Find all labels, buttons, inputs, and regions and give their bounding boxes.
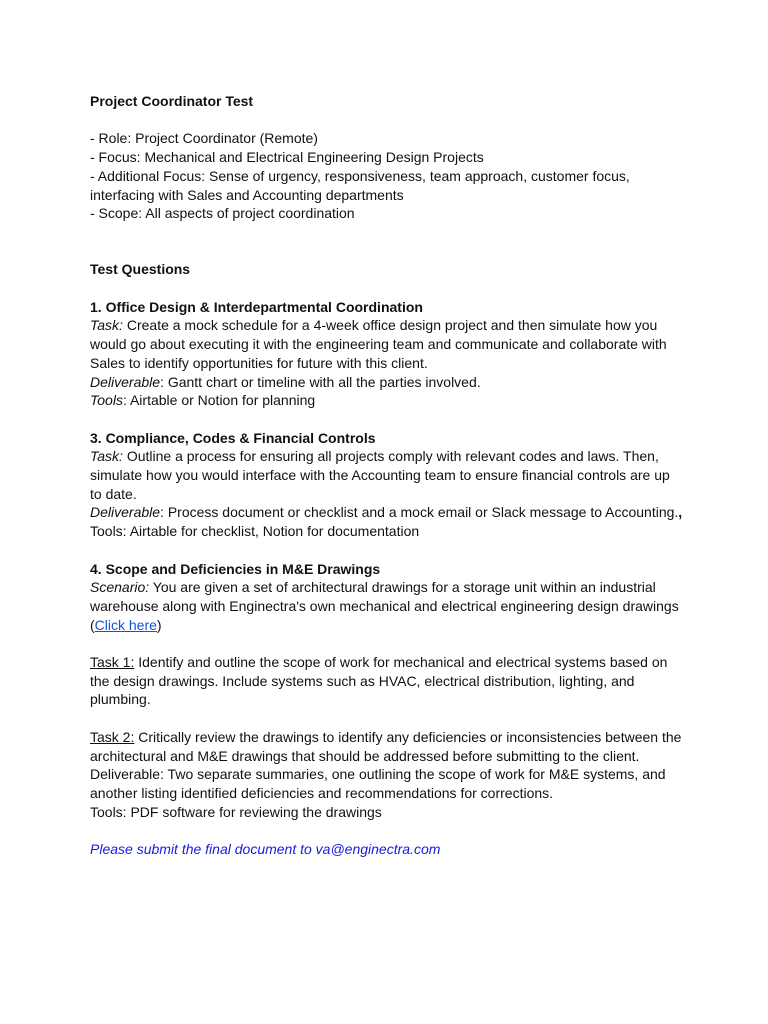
click-here-link[interactable]: Click here: [94, 616, 157, 633]
task-2-line1: [90, 728, 690, 747]
deliverable-text: : Gantt chart or timeline with all the parties involved.: [160, 373, 481, 390]
question-1-task-line2: would go about executing it with the engineering team and communicate and collaborate with: [90, 336, 667, 353]
scenario-label: Scenario:: [90, 579, 150, 596]
link-open-paren: (: [90, 616, 95, 633]
question-1-deliverable: [90, 373, 690, 392]
document-title: Project Coordinator Test: [90, 93, 254, 109]
question-3-deliverable: [90, 503, 690, 522]
intro-additional-focus-line2: interfacing with Sales and Accounting departments: [90, 186, 404, 203]
deliverable-label: Deliverable: [90, 373, 161, 390]
task-2-text: Critically review the drawings to identify any deficiencies or inconsistencies between the: [134, 728, 682, 745]
task-label: Task:: [90, 448, 123, 465]
intro-focus: - Focus: Mechanical and Electrical Engineering Design Projects: [90, 149, 484, 166]
question-3-task-line3: to date.: [90, 485, 137, 502]
task-2-line2: architectural and M&E drawings that should be addressed before submitting to the client.: [90, 747, 640, 764]
question-1-tools: [90, 391, 690, 410]
intro-list: [90, 129, 690, 223]
tools-text: : Airtable or Notion for planning: [122, 392, 316, 409]
task-1-line3: plumbing.: [90, 691, 151, 708]
task-1-line1: [90, 653, 690, 672]
task-2-label: Task 2:: [90, 728, 135, 745]
document-page: [90, 92, 690, 859]
question-1-heading: 1. Office Design & Interdepartmental Coordination: [90, 298, 423, 315]
intro-role: - Role: Project Coordinator (Remote): [90, 130, 318, 147]
submit-note: Please submit the final document to va@enginectra.com: [90, 841, 441, 857]
scenario-text: You are given a set of architectural drawings for a storage unit within an industrial: [149, 579, 656, 596]
question-3-heading: 3. Compliance, Codes & Financial Controls: [90, 429, 376, 446]
intro-scope: - Scope: All aspects of project coordination: [90, 205, 355, 222]
deliverable-end-comma: ,: [678, 504, 683, 521]
question-4-heading: 4. Scope and Deficiencies in M&E Drawings: [90, 560, 381, 577]
question-4-deliverable-line1: Deliverable: Two separate summaries, one outlining the scope of work for M&E systems, and: [90, 766, 666, 783]
question-4-tools: Tools: PDF software for reviewing the drawings: [90, 803, 382, 820]
question-1: [90, 298, 690, 410]
question-3-tools: Tools: Airtable for checklist, Notion for documentation: [90, 523, 420, 540]
question-1-task-line1: [90, 316, 690, 335]
task-1-line2: the design drawings. Include systems such as HVAC, electrical distribution, lighting, and: [90, 672, 635, 689]
link-close-paren: ): [156, 616, 162, 633]
intro-additional-focus-line1: - Additional Focus: Sense of urgency, responsiveness, team approach, customer focus,: [90, 167, 630, 184]
task-label: Task:: [90, 317, 123, 334]
test-questions-heading: Test Questions: [90, 261, 191, 278]
question-4-scenario-line2: warehouse along with Enginectra's own mechanical and electrical engineering design drawings: [90, 597, 679, 614]
task-text: Create a mock schedule for a 4-week office design project and then simulate how you: [122, 317, 658, 334]
question-1-task-line3: Sales to identify opportunities for future with this client.: [90, 354, 428, 371]
question-3: [90, 429, 690, 541]
task-text: Outline a process for ensuring all projects comply with relevant codes and laws. Then,: [122, 448, 659, 465]
question-3-task-line1: [90, 447, 690, 466]
tools-label: Tools: [90, 392, 123, 409]
deliverable-text: : Process document or checklist and a mock email or Slack message to Accounting.: [160, 504, 679, 521]
task-1-text: Identify and outline the scope of work for mechanical and electrical systems based on: [134, 654, 668, 670]
question-4-link-line: [90, 616, 690, 635]
deliverable-label: Deliverable: [90, 504, 161, 521]
question-4: [90, 560, 690, 822]
question-3-task-line2: simulate how you would interface with the Accounting team to ensure financial controls are up: [90, 467, 670, 483]
question-4-deliverable-line2: another listing identified deficiencies and recommendations for corrections.: [90, 784, 554, 801]
question-4-scenario-line1: [90, 578, 690, 597]
task-1-label: Task 1:: [90, 654, 135, 670]
